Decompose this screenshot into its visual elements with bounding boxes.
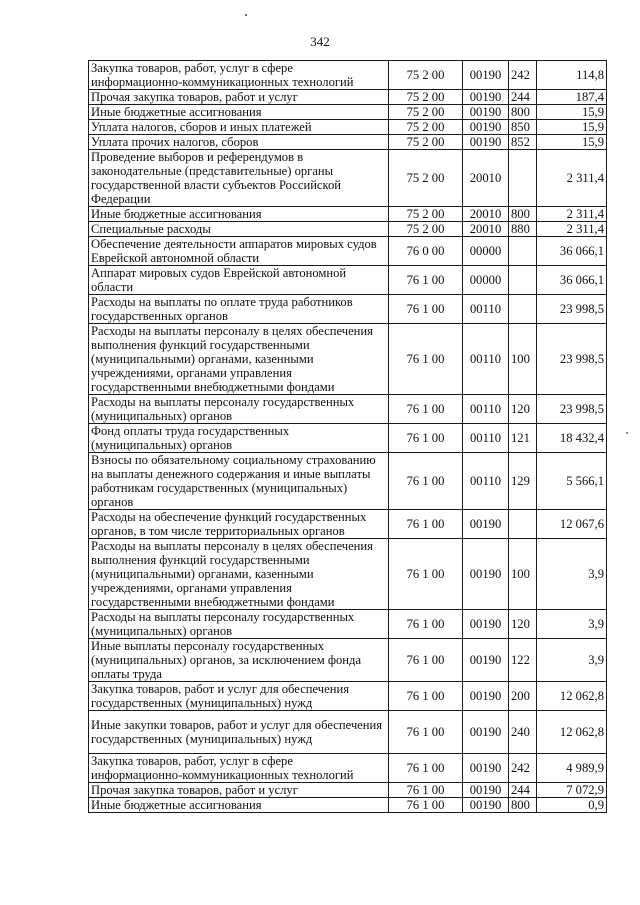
program-code-cell: 76 1 00 (389, 510, 463, 539)
target-article-cell: 00190 (463, 90, 509, 105)
table-row (89, 324, 607, 395)
table-row (89, 424, 607, 453)
amount-cell: 0,9 (537, 798, 607, 813)
expense-name-cell: Прочая закупка товаров, работ и услуг (89, 90, 389, 105)
amount-cell: 12 062,8 (537, 711, 607, 754)
target-article-cell: 00190 (463, 510, 509, 539)
expense-type-cell: 800 (509, 207, 537, 222)
target-article-cell: 00190 (463, 120, 509, 135)
expense-type-cell: 852 (509, 135, 537, 150)
expense-type-cell: 121 (509, 424, 537, 453)
expense-type-cell: 800 (509, 105, 537, 120)
expense-type-cell: 120 (509, 395, 537, 424)
target-article-cell: 00190 (463, 610, 509, 639)
amount-cell: 7 072,9 (537, 783, 607, 798)
amount-cell: 5 566,1 (537, 453, 607, 510)
budget-table (88, 60, 607, 813)
amount-cell: 2 311,4 (537, 222, 607, 237)
program-code-cell: 75 2 00 (389, 222, 463, 237)
table-row (89, 610, 607, 639)
amount-cell: 3,9 (537, 539, 607, 610)
amount-cell: 15,9 (537, 135, 607, 150)
expense-type-cell: 122 (509, 639, 537, 682)
program-code-cell: 75 2 00 (389, 120, 463, 135)
program-code-cell: 76 1 00 (389, 682, 463, 711)
expense-type-cell (509, 510, 537, 539)
expense-name-cell: Фонд оплаты труда государственных (муниципальных) органов (89, 424, 389, 453)
amount-cell: 18 432,4 (537, 424, 607, 453)
program-code-cell: 76 1 00 (389, 754, 463, 783)
table-row (89, 395, 607, 424)
expense-name-cell: Иные закупки товаров, работ и услуг для обеспечения государственных (муниципальных) нужд (89, 711, 389, 754)
program-code-cell: 76 1 00 (389, 395, 463, 424)
target-article-cell: 00110 (463, 295, 509, 324)
expense-name-cell: Уплата прочих налогов, сборов (89, 135, 389, 150)
program-code-cell: 76 1 00 (389, 711, 463, 754)
amount-cell: 12 062,8 (537, 682, 607, 711)
target-article-cell: 00190 (463, 105, 509, 120)
table-row (89, 105, 607, 120)
expense-name-cell: Иные выплаты персоналу государственных (муниципальных) органов, за исключением фонда оплаты труда (89, 639, 389, 682)
table-row (89, 510, 607, 539)
expense-name-cell: Иные бюджетные ассигнования (89, 105, 389, 120)
target-article-cell: 00190 (463, 754, 509, 783)
program-code-cell: 76 1 00 (389, 295, 463, 324)
expense-type-cell (509, 295, 537, 324)
target-article-cell: 00110 (463, 395, 509, 424)
target-article-cell: 00190 (463, 61, 509, 90)
expense-type-cell (509, 266, 537, 295)
expense-name-cell: Закупка товаров, работ, услуг в сфере информационно-коммуникационных технологий (89, 754, 389, 783)
table-row (89, 150, 607, 207)
amount-cell: 15,9 (537, 120, 607, 135)
target-article-cell: 00190 (463, 135, 509, 150)
target-article-cell: 20010 (463, 207, 509, 222)
amount-cell: 114,8 (537, 61, 607, 90)
expense-type-cell: 880 (509, 222, 537, 237)
expense-name-cell: Обеспечение деятельности аппаратов мировых судов Еврейской автономной области (89, 237, 389, 266)
target-article-cell: 00000 (463, 266, 509, 295)
table-row (89, 798, 607, 813)
expense-name-cell: Прочая закупка товаров, работ и услуг (89, 783, 389, 798)
expense-type-cell: 850 (509, 120, 537, 135)
expense-name-cell: Иные бюджетные ассигнования (89, 207, 389, 222)
target-article-cell: 00110 (463, 324, 509, 395)
expense-name-cell: Расходы на выплаты персоналу государственных (муниципальных) органов (89, 610, 389, 639)
program-code-cell: 76 1 00 (389, 798, 463, 813)
expense-name-cell: Закупка товаров, работ, услуг в сфере информационно-коммуникационных технологий (89, 61, 389, 90)
expense-name-cell: Закупка товаров, работ и услуг для обеспечения государственных (муниципальных) нужд (89, 682, 389, 711)
table-row (89, 295, 607, 324)
program-code-cell: 76 1 00 (389, 324, 463, 395)
expense-type-cell: 242 (509, 754, 537, 783)
expense-name-cell: Взносы по обязательному социальному страхованию на выплаты денежного содержания и иные выплаты работникам государственных (муниципальных) органов (89, 453, 389, 510)
program-code-cell: 76 1 00 (389, 610, 463, 639)
program-code-cell: 75 2 00 (389, 105, 463, 120)
expense-type-cell (509, 150, 537, 207)
expense-type-cell: 129 (509, 453, 537, 510)
amount-cell: 12 067,6 (537, 510, 607, 539)
target-article-cell: 00190 (463, 711, 509, 754)
amount-cell: 23 998,5 (537, 395, 607, 424)
target-article-cell: 00190 (463, 798, 509, 813)
amount-cell: 23 998,5 (537, 324, 607, 395)
amount-cell: 2 311,4 (537, 207, 607, 222)
expense-name-cell: Иные бюджетные ассигнования (89, 798, 389, 813)
table-row (89, 90, 607, 105)
table-row (89, 61, 607, 90)
table-row (89, 222, 607, 237)
table-row (89, 207, 607, 222)
target-article-cell: 00190 (463, 639, 509, 682)
program-code-cell: 75 2 00 (389, 207, 463, 222)
table-row (89, 539, 607, 610)
program-code-cell: 76 0 00 (389, 237, 463, 266)
table-row (89, 754, 607, 783)
expense-name-cell: Расходы на выплаты персоналу в целях обеспечения выполнения функций государственными (муниципальными) органами, казенными учреждениями, органами управления государственными внебюджетными фондами (89, 324, 389, 395)
expense-type-cell: 242 (509, 61, 537, 90)
program-code-cell: 75 2 00 (389, 90, 463, 105)
expense-name-cell: Расходы на обеспечение функций государственных органов, в том числе территориальных органов (89, 510, 389, 539)
page-number: 342 (310, 34, 330, 49)
target-article-cell: 00000 (463, 237, 509, 266)
expense-type-cell: 244 (509, 783, 537, 798)
target-article-cell: 00110 (463, 453, 509, 510)
expense-type-cell (509, 237, 537, 266)
expense-name-cell: Уплата налогов, сборов и иных платежей (89, 120, 389, 135)
amount-cell: 36 066,1 (537, 266, 607, 295)
table-row (89, 135, 607, 150)
expense-name-cell: Расходы на выплаты по оплате труда работников государственных органов (89, 295, 389, 324)
target-article-cell: 20010 (463, 150, 509, 207)
target-article-cell: 00190 (463, 783, 509, 798)
amount-cell: 3,9 (537, 639, 607, 682)
amount-cell: 187,4 (537, 90, 607, 105)
amount-cell: 4 989,9 (537, 754, 607, 783)
table-row (89, 711, 607, 754)
target-article-cell: 00110 (463, 424, 509, 453)
expense-type-cell: 800 (509, 798, 537, 813)
target-article-cell: 00190 (463, 682, 509, 711)
table-row (89, 237, 607, 266)
expense-name-cell: Аппарат мировых судов Еврейской автономной области (89, 266, 389, 295)
program-code-cell: 76 1 00 (389, 639, 463, 682)
program-code-cell: 76 1 00 (389, 453, 463, 510)
amount-cell: 23 998,5 (537, 295, 607, 324)
expense-type-cell: 120 (509, 610, 537, 639)
target-article-cell: 20010 (463, 222, 509, 237)
expense-type-cell: 244 (509, 90, 537, 105)
expense-type-cell: 240 (509, 711, 537, 754)
expense-type-cell: 200 (509, 682, 537, 711)
table-row (89, 120, 607, 135)
table-row (89, 682, 607, 711)
program-code-cell: 75 2 00 (389, 150, 463, 207)
program-code-cell: 76 1 00 (389, 539, 463, 610)
table-row (89, 639, 607, 682)
program-code-cell: 76 1 00 (389, 424, 463, 453)
table-row (89, 783, 607, 798)
scan-speck (245, 14, 247, 16)
scan-speck (626, 432, 628, 434)
expense-name-cell: Специальные расходы (89, 222, 389, 237)
target-article-cell: 00190 (463, 539, 509, 610)
expense-name-cell: Проведение выборов и референдумов в законодательные (представительные) органы государственной власти субъектов Российской Федерации (89, 150, 389, 207)
program-code-cell: 75 2 00 (389, 135, 463, 150)
amount-cell: 2 311,4 (537, 150, 607, 207)
expense-name-cell: Расходы на выплаты персоналу в целях обеспечения выполнения функций государственными (муниципальными) органами, казенными учреждениями, органами управления государственными внебюджетными фондами (89, 539, 389, 610)
table-row (89, 266, 607, 295)
program-code-cell: 75 2 00 (389, 61, 463, 90)
budget-table-body (89, 61, 607, 813)
expense-type-cell: 100 (509, 324, 537, 395)
amount-cell: 36 066,1 (537, 237, 607, 266)
expense-name-cell: Расходы на выплаты персоналу государственных (муниципальных) органов (89, 395, 389, 424)
amount-cell: 3,9 (537, 610, 607, 639)
expense-type-cell: 100 (509, 539, 537, 610)
amount-cell: 15,9 (537, 105, 607, 120)
program-code-cell: 76 1 00 (389, 266, 463, 295)
table-row (89, 453, 607, 510)
program-code-cell: 76 1 00 (389, 783, 463, 798)
